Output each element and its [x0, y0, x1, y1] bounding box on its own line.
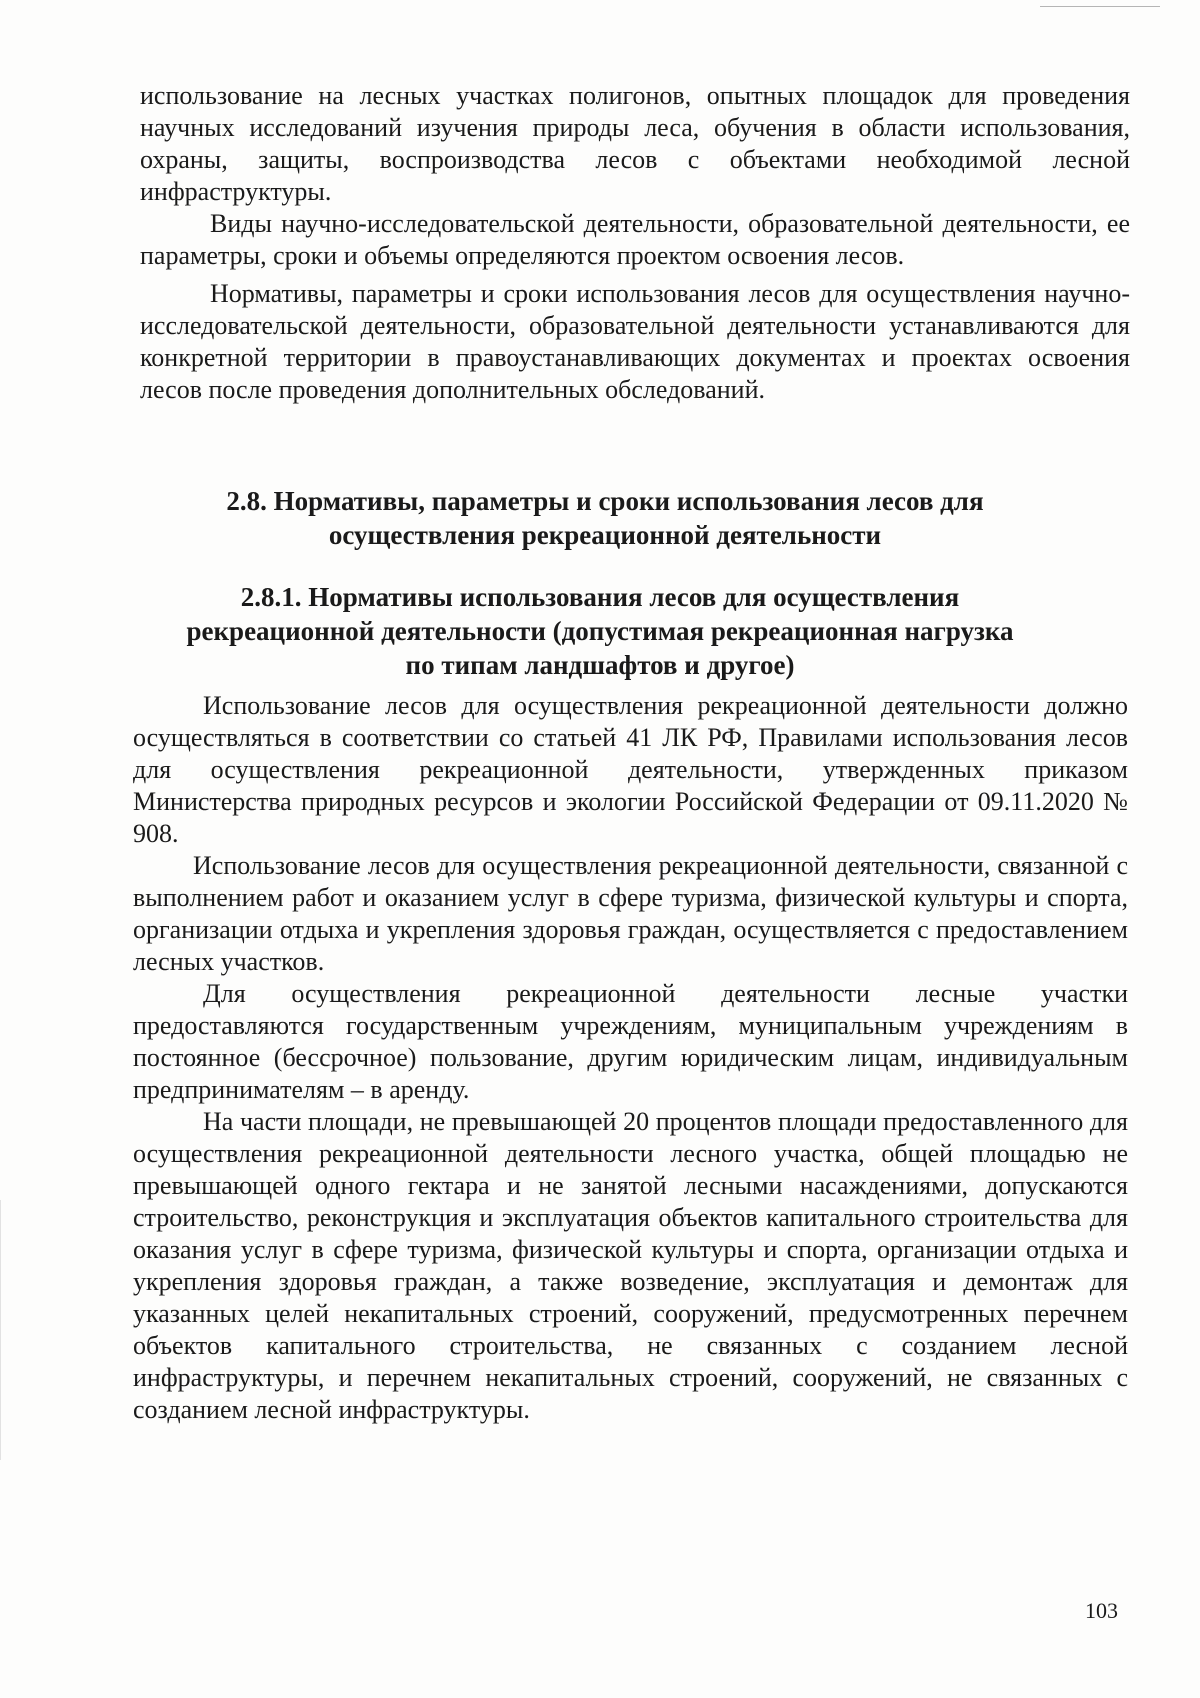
- paragraph-recreation-provision: Использование лесов для осуществления рекреационной деятельности, связанной с выполнением работ и оказанием услуг в сфере туризма, физической культуры и спорта, организации отдыха и укрепления здоровья граждан, осуществляется с предоставлением лесных участков.: [133, 851, 1128, 976]
- scan-edge-line: [1040, 6, 1160, 7]
- paragraph-research-types: Виды научно-исследовательской деятельности, образовательной деятельности, ее параметры, сроки и объемы определяются проектом освоения лесов.: [140, 209, 1130, 270]
- subsection-heading: 2.8.1. Нормативы использования лесов для осуществления рекреационной деятельности (допустимая рекреационная нагрузка по типам ландшафтов и другое): [186, 582, 1014, 680]
- bottom-text-block: [133, 690, 1128, 1426]
- paragraph-recreation-law: Использование лесов для осуществления рекреационной деятельности должно осуществляться в соответствии со статьей 41 ЛК РФ, Правилами использования лесов для осуществления рекреационной деятельности, утвержденных приказом Министерства природных ресурсов и экологии Российской Федерации от 09.11.2020 № 908.: [133, 691, 1128, 848]
- section-heading: 2.8. Нормативы, параметры и сроки использования лесов для осуществления рекреационной деятельности: [226, 486, 984, 550]
- subsection-heading-block: [170, 580, 1030, 682]
- paragraph-recreation-construction: На части площади, не превышающей 20 процентов площади предоставленного для осуществления рекреационной деятельности лесного участка, общей площадью не превышающей одного гектара и не занятой лесными насаждениями, допускаются строительство, реконструкция и эксплуатация объектов капитального строительства для оказания услуг в сфере туризма, физической культуры и спорта, организации отдыха и укрепления здоровья граждан, а также возведение, эксплуатация и демонтаж для указанных целей некапитальных строений, сооружений, предусмотренных перечнем объектов капитального строительства, не связанных с созданием лесной инфраструктуры, и перечнем некапитальных строений, сооружений, не связанных с созданием лесной инфраструктуры.: [133, 1107, 1128, 1424]
- paragraph-continuation: использование на лесных участках полигонов, опытных площадок для проведения научных исследований изучения природы леса, обучения в области использования, охраны, защиты, воспроизводства лесов с объектами необходимой лесной инфраструктуры.: [140, 81, 1130, 206]
- paragraph-recreation-holders: Для осуществления рекреационной деятельности лесные участки предоставляются государственным учреждениям, муниципальным учреждениям в постоянное (бессрочное) пользование, другим юридическим лицам, индивидуальным предпринимателям – в аренду.: [133, 979, 1128, 1104]
- scan-margin-mark: [0, 1200, 1, 1460]
- top-text-block: [140, 80, 1130, 406]
- page-number: 103: [1085, 1598, 1118, 1623]
- section-heading-block: [190, 484, 1020, 552]
- paragraph-research-norms: Нормативы, параметры и сроки использования лесов для осуществления научно-исследовательской деятельности, образовательной деятельности устанавливаются для конкретной территории в правоустанавливающих документах и проектах освоения лесов после проведения дополнительных обследований.: [140, 279, 1130, 404]
